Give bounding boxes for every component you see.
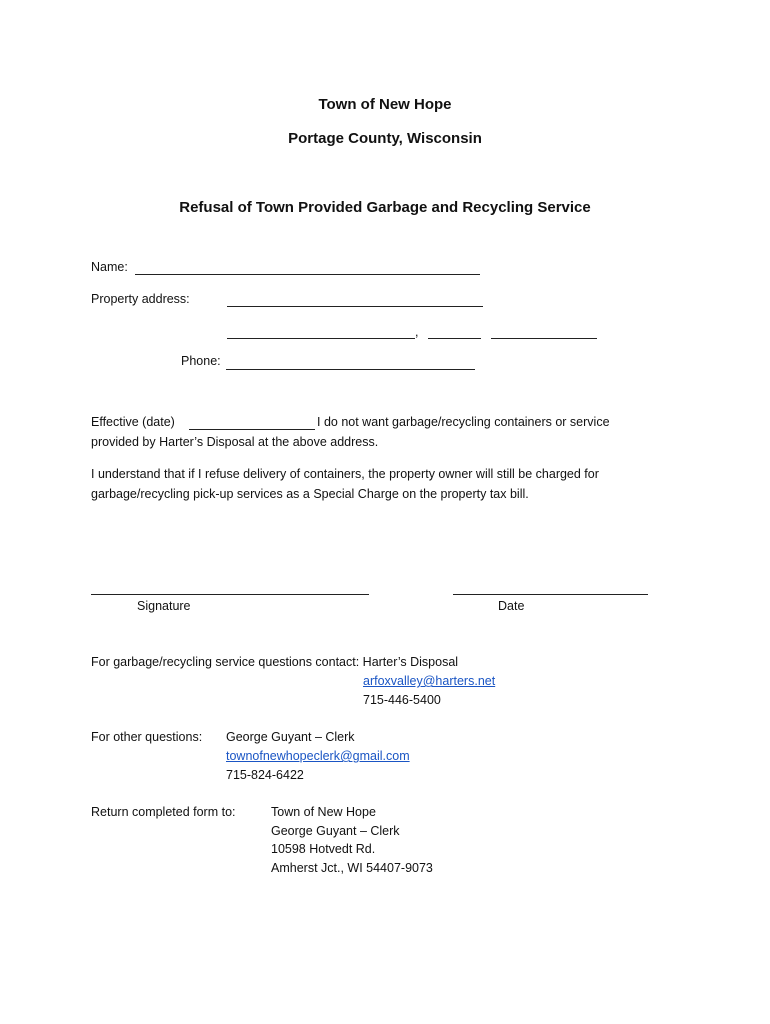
clerk-phone: 715-824-6422	[226, 768, 304, 782]
return-line1: Town of New Hope	[271, 805, 376, 819]
town-heading: Town of New Hope	[318, 96, 452, 113]
address-city-field[interactable]	[227, 338, 415, 339]
form-title: Refusal of Town Provided Garbage and Recycling Service	[179, 199, 591, 216]
return-line2: George Guyant – Clerk	[271, 824, 400, 838]
other-questions-label: For other questions:	[91, 730, 203, 744]
clerk-name: George Guyant – Clerk	[226, 730, 355, 744]
signature-label: Signature	[137, 599, 191, 613]
effective-prefix: Effective (date)	[91, 415, 175, 429]
phone-field[interactable]	[226, 369, 475, 370]
address-line1-field[interactable]	[227, 306, 483, 307]
clerk-email-link[interactable]: townofnewhopeclerk@gmail.com	[226, 749, 410, 763]
date-line[interactable]	[453, 594, 648, 595]
return-line3: 10598 Hotvedt Rd.	[271, 842, 376, 856]
county-heading: Portage County, Wisconsin	[288, 130, 482, 147]
garbage-email-link[interactable]: arfoxvalley@harters.net	[363, 674, 496, 688]
garbage-phone: 715-446-5400	[363, 693, 441, 707]
name-label: Name:	[91, 260, 128, 274]
return-line4: Amherst Jct., WI 54407-9073	[271, 861, 433, 875]
effective-suffix: I do not want garbage/recycling containers or service	[317, 415, 610, 429]
return-label: Return completed form to:	[91, 805, 236, 819]
garbage-contact-label: For garbage/recycling service questions contact: Harter’s Disposal	[91, 655, 459, 669]
date-label: Date	[498, 599, 525, 613]
signature-line[interactable]	[91, 594, 369, 595]
address-zip-field[interactable]	[491, 338, 597, 339]
understand-paragraph: I understand that if I refuse delivery of containers, the property owner will still be charged for garbage/recycling pick-up services as a Special Charge on the property tax bill.	[91, 467, 599, 501]
name-field[interactable]	[135, 274, 480, 275]
address-comma: ,	[415, 325, 419, 339]
address-state-field[interactable]	[428, 338, 481, 339]
phone-label: Phone:	[181, 354, 221, 368]
effective-line2: provided by Harter’s Disposal at the above address.	[91, 435, 379, 449]
effective-date-field[interactable]	[189, 429, 315, 430]
address-label: Property address:	[91, 292, 190, 306]
